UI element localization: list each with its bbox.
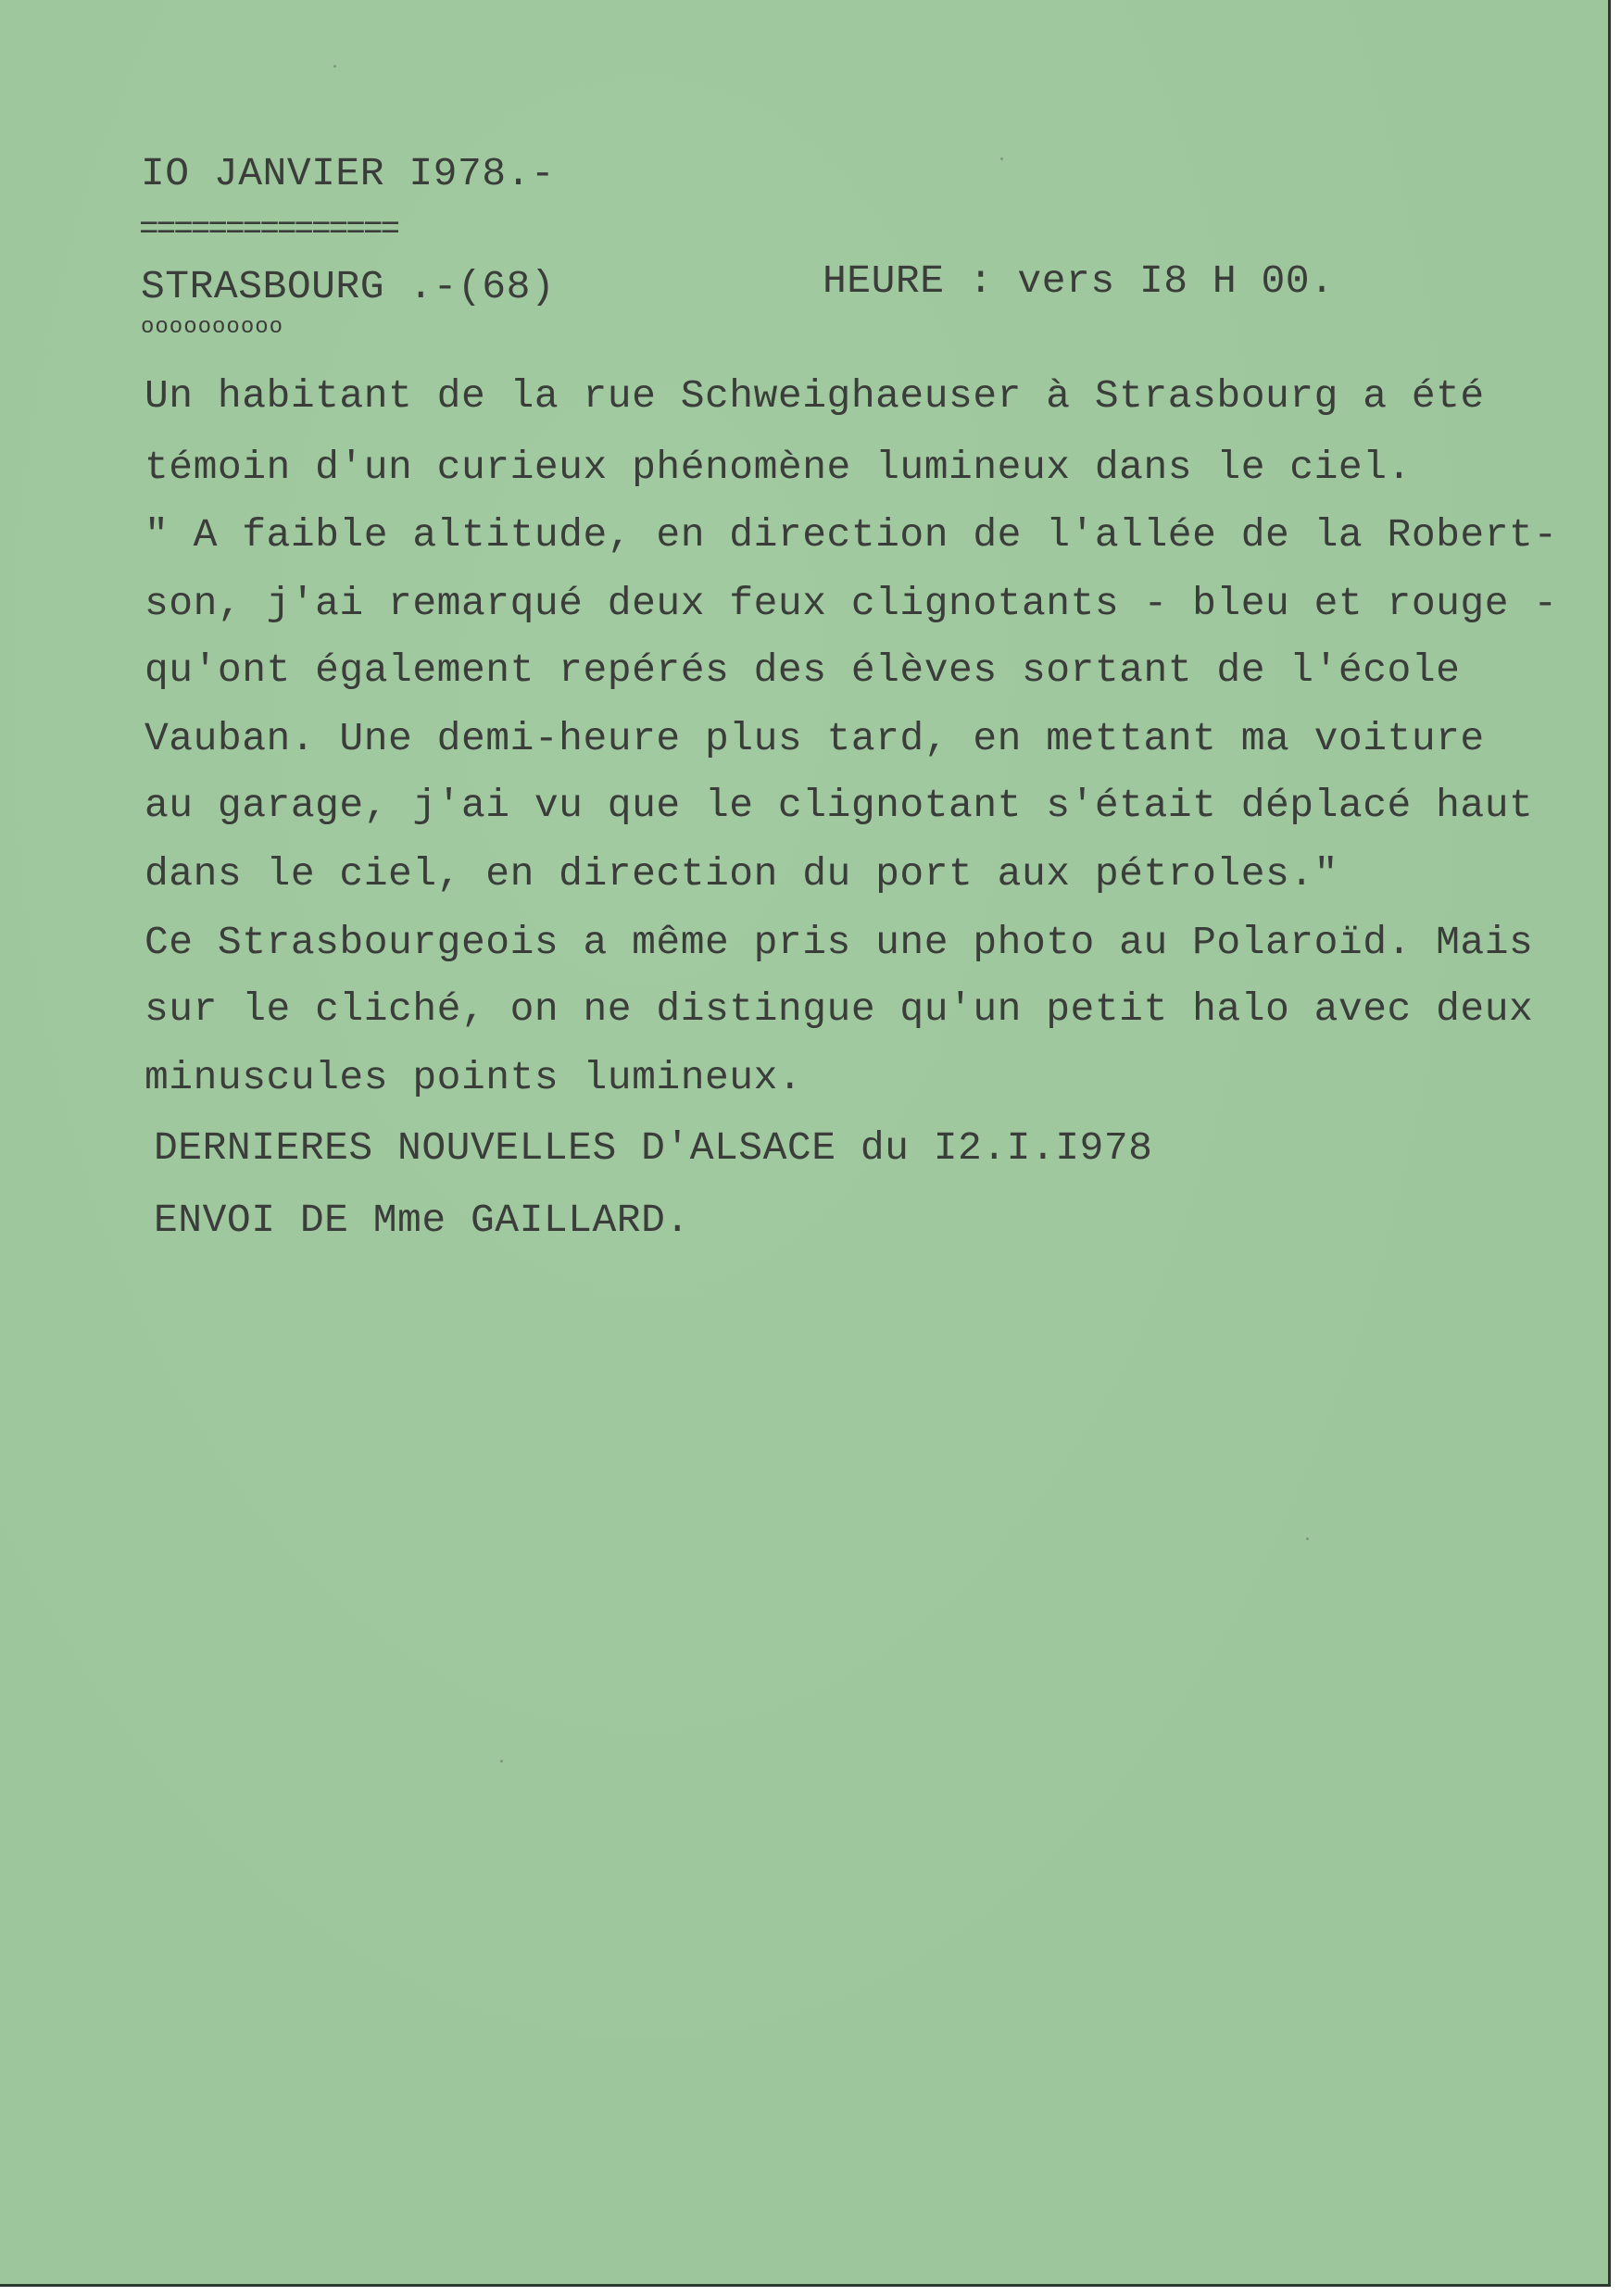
location-underline: oooooooooo: [141, 315, 284, 340]
paper-speck: [500, 1760, 503, 1763]
time-heading: HEURE : vers I8 H 00.: [823, 258, 1335, 304]
source-citation: DERNIERES NOUVELLES D'ALSACE du I2.I.I978: [154, 1125, 1153, 1171]
paper-speck: [333, 65, 336, 68]
body-line: Un habitant de la rue Schweighaeuser à Strasbourg a été: [145, 373, 1485, 419]
sender-line: ENVOI DE Mme GAILLARD.: [154, 1198, 690, 1243]
body-line: Ce Strasbourgeois a même pris une photo au Polaroïd. Mais: [145, 920, 1534, 965]
document-date: IO JANVIER I978.-: [141, 151, 556, 196]
body-line: son, j'ai remarqué deux feux clignotants - bleu et rouge -: [145, 581, 1558, 626]
body-line: Vauban. Une demi-heure plus tard, en mettant ma voiture: [145, 716, 1485, 761]
body-line: qu'ont également repérés des élèves sortant de l'école: [145, 647, 1461, 693]
body-line: témoin d'un curieux phénomène lumineux dans le ciel.: [145, 445, 1412, 490]
body-line: au garage, j'ai vu que le clignotant s'était déplacé haut: [145, 783, 1534, 828]
body-line: minuscules points lumineux.: [145, 1055, 803, 1100]
paper-speck: [1306, 1537, 1309, 1540]
body-line: dans le ciel, en direction du port aux pétroles.": [145, 851, 1338, 897]
paper-speck: [1000, 157, 1003, 160]
location-heading: STRASBOURG .-(68): [141, 264, 556, 309]
date-underline: ===============: [139, 210, 398, 248]
body-line: sur le cliché, on ne distingue qu'un petit halo avec deux: [145, 986, 1534, 1032]
body-line: " A faible altitude, en direction de l'allée de la Robert-: [145, 512, 1558, 558]
